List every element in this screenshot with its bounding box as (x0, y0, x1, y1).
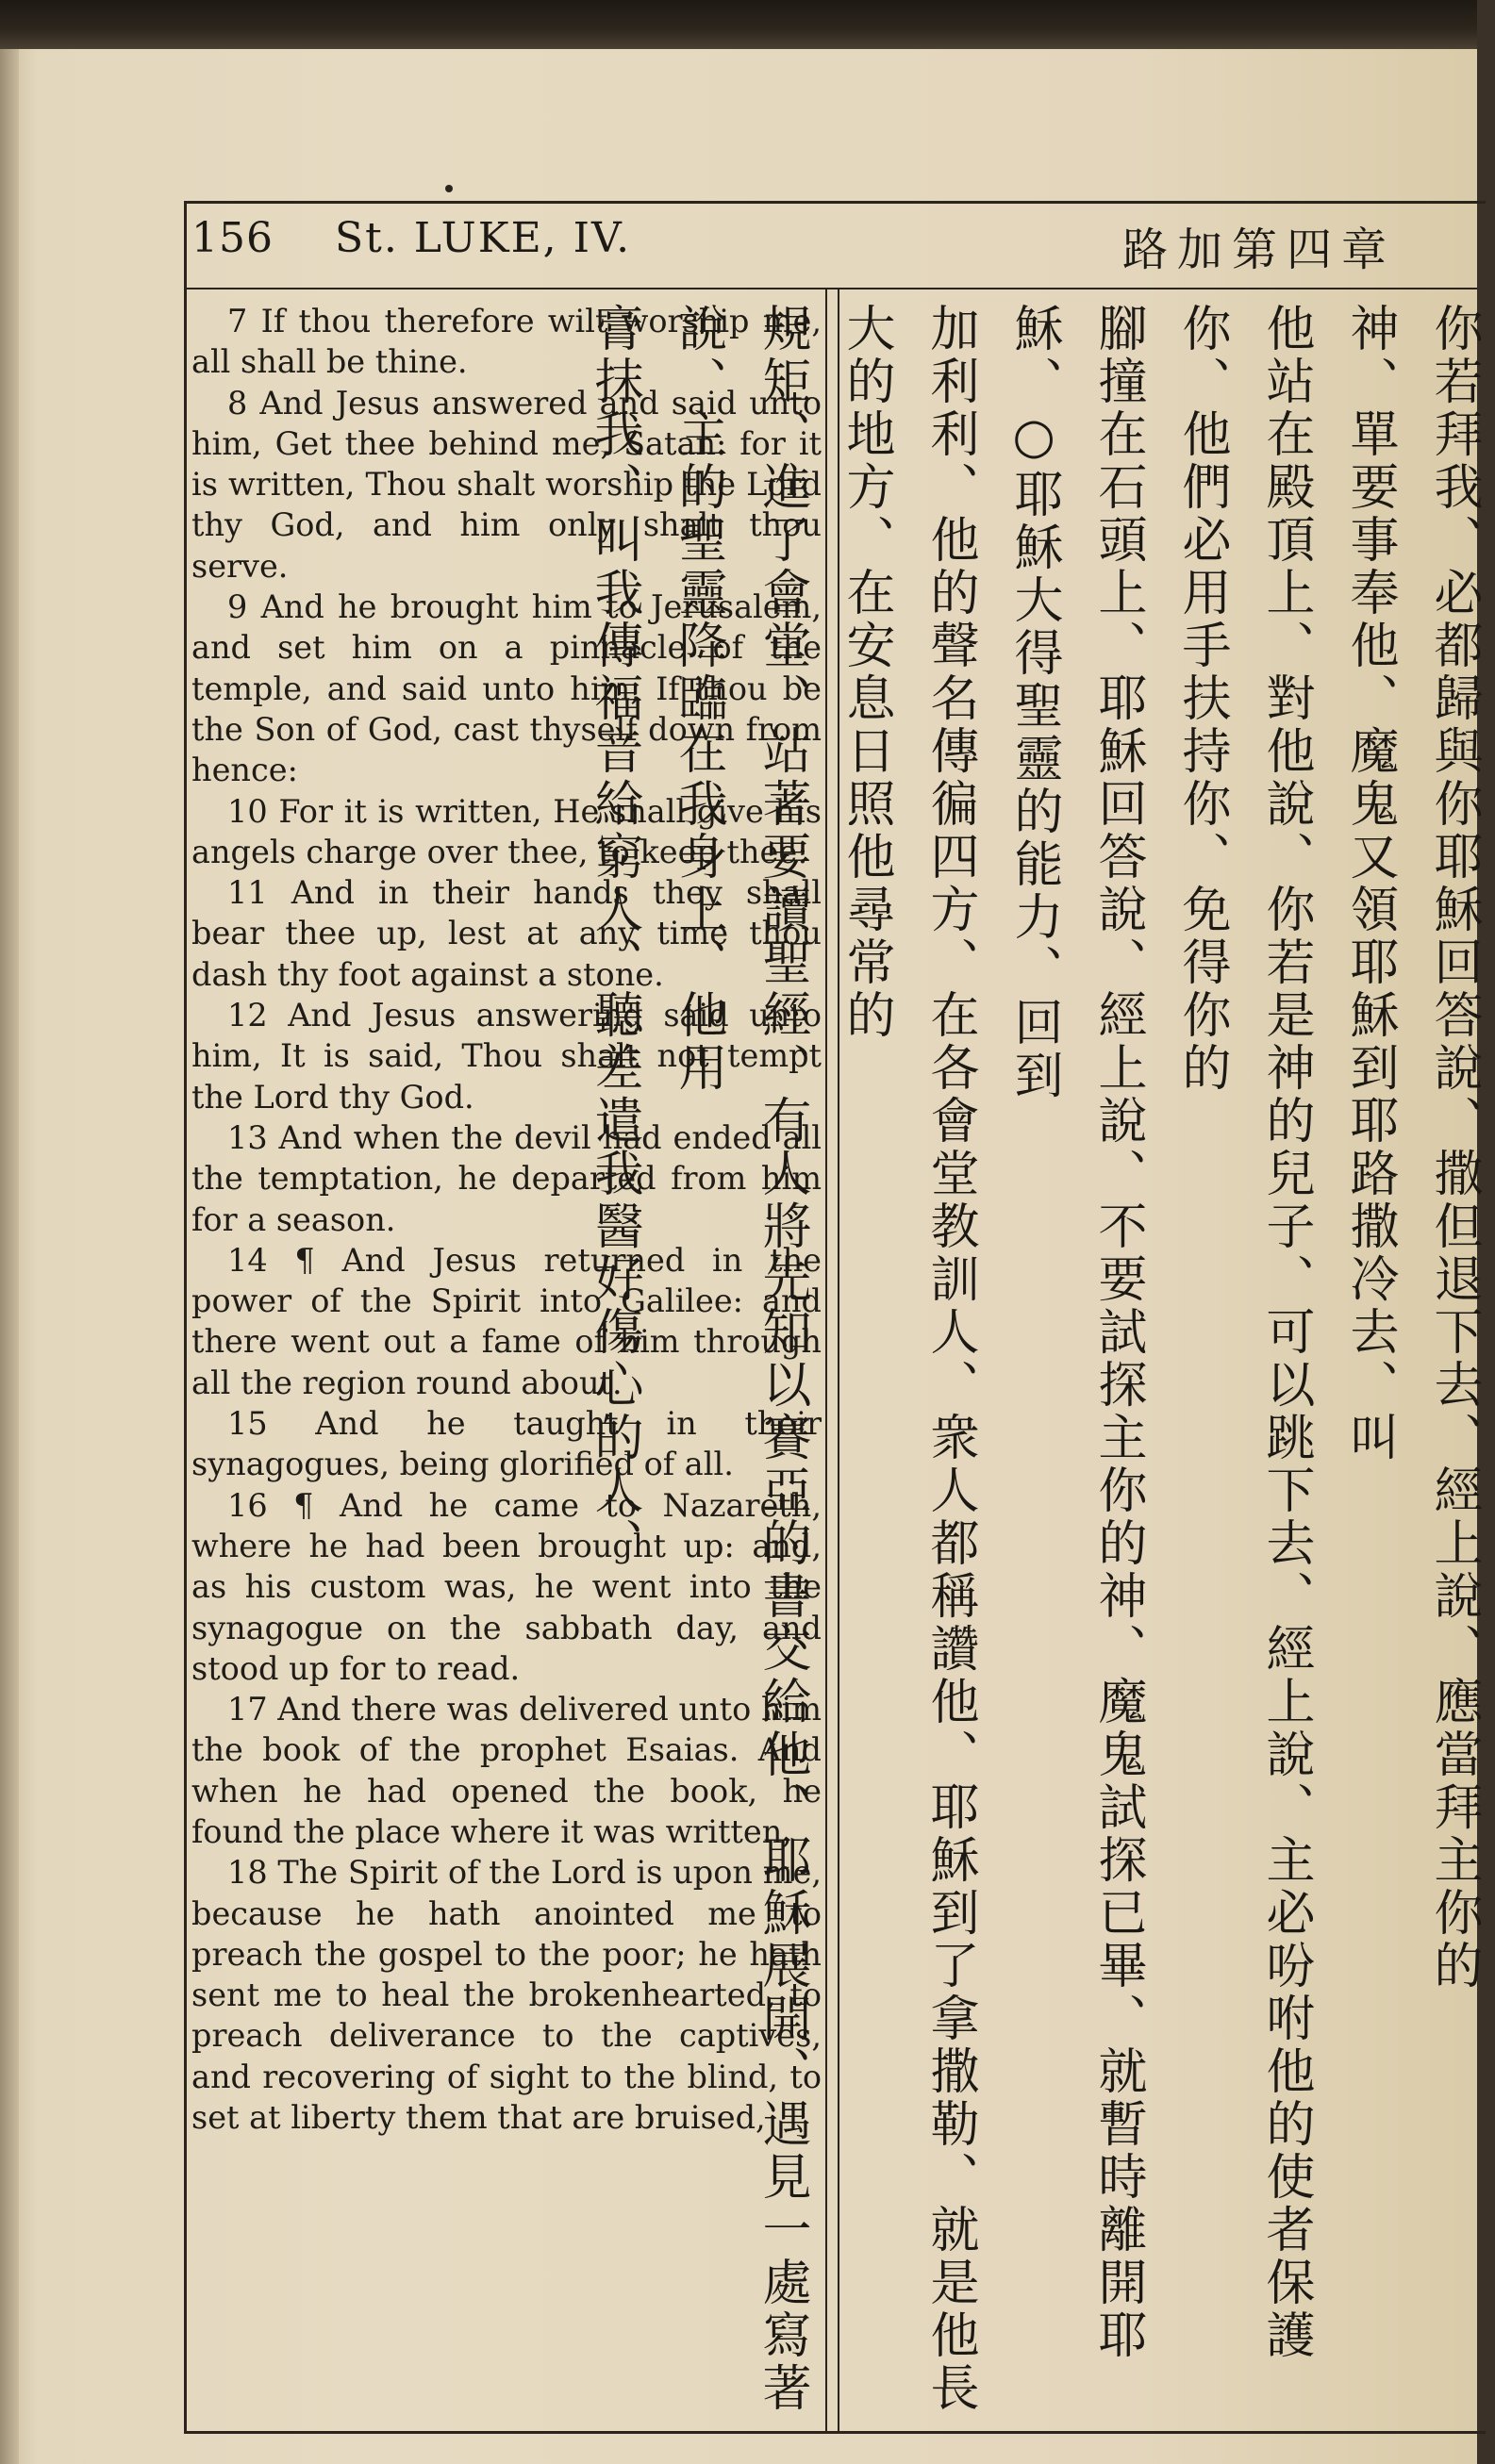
chinese-column-6: 規矩、進了會堂、站著要讀聖經、有人將先知以賽亞的書交給他、耶穌展開、遇見一處寫著說、主的聖靈降臨在我身上、他用 (670, 303, 810, 2415)
chinese-column-3: 他站在殿頂上、對他說、你若是神的兒子、可以跳下去、經上說、主必吩咐他的使者保護你、他們必用手扶持你、免得你的 (1173, 303, 1314, 2362)
chinese-running-title: 路加第四章 (1121, 223, 1396, 276)
verse-7: 7 If thou therefore wilt worship me, all shall be thine. (191, 303, 822, 381)
chinese-column-2: 神、單要事奉他、魔鬼又領耶穌到耶路撒冷去、叫 (1341, 303, 1398, 1464)
chinese-column-4: 腳撞在石頭上、耶穌回答說、經上說、不要試探主你的神、魔鬼試探已畢、就暫時離開耶穌、○耶穌大得聖靈的能力、回到 (1005, 303, 1146, 2362)
ink-speck (445, 185, 453, 192)
running-title: St. LUKE, IV. (335, 214, 632, 262)
page-number: 156 (191, 214, 274, 262)
verse-17: 17 And there was delivered unto him the book of the prophet Esaias. And when he had opened the book, he found the place where it was written, (191, 1691, 822, 1850)
chinese-column-5: 加利利、他的聲名傳徧四方、在各會堂教訓人、衆人都稱讚他、耶穌到了拿撒勒、就是他長大的地方、在安息日照他尋常的 (838, 303, 978, 2415)
chinese-column-1: 你若拜我、必都歸與你耶穌回答說、撒但退下去、經上說、應當拜主你的 (1425, 303, 1482, 1993)
book-spine-edge (0, 49, 19, 2464)
bible-page (184, 201, 1482, 2438)
verse-10: 10 For it is written, He shall give his angels charge over thee, to keep thee: (191, 792, 822, 870)
verse-18: 18 The Spirit of the Lord is upon me, because he hath anointed me to preach the gospel to the poor; he hath sent me to heal the brokenhearted, to preach deliverance to the captives, and recovering of sight to the blind, to set at liberty them that are bruised, (191, 1854, 822, 2137)
verse-15: 15 And he taught in their synagogues, being glorified of all. (191, 1405, 822, 1483)
verse-8: 8 And Jesus answered and said unto him, Get thee behind me, Satan: for it is written, Thou shalt worship the Lord thy God, and him only shalt thou serve. (191, 384, 822, 585)
chinese-vertical-text (572, 303, 1495, 2424)
scanner-top-shadow (0, 0, 1477, 49)
header-rule (184, 288, 1477, 289)
verse-16: 16 ¶ And he came to Nazareth, where he had been brought up: and, as his custom was, he went into the synagogue on the sabbath day, and stood up for to read. (191, 1486, 822, 1687)
verse-9: 9 And he brought him to Jerusalem, and set him on a pinnacle of the temple, and said unto him, If thou be the Son of God, cast thyself down from hence: (191, 588, 822, 789)
verse-11: 11 And in their hands they shall bear thee up, lest at any time thou dash thy foot against a stone. (191, 874, 822, 993)
verse-13: 13 And when the devil had ended all the temptation, he departed from him for a season. (191, 1118, 822, 1238)
chinese-column-7: 膏抹我、叫我傳福音給窮人、聽差遣我醫好傷心的人、 (586, 303, 642, 1570)
chinese-text-column (586, 303, 1495, 2424)
verse-12: 12 And Jesus answering said unto him, It is said, Thou shalt not tempt the Lord thy God. (191, 997, 822, 1116)
verse-14: 14 ¶ And Jesus returned in the power of the Spirit into Galilee: and there went out a fame of him through all the region round about. (191, 1241, 822, 1401)
